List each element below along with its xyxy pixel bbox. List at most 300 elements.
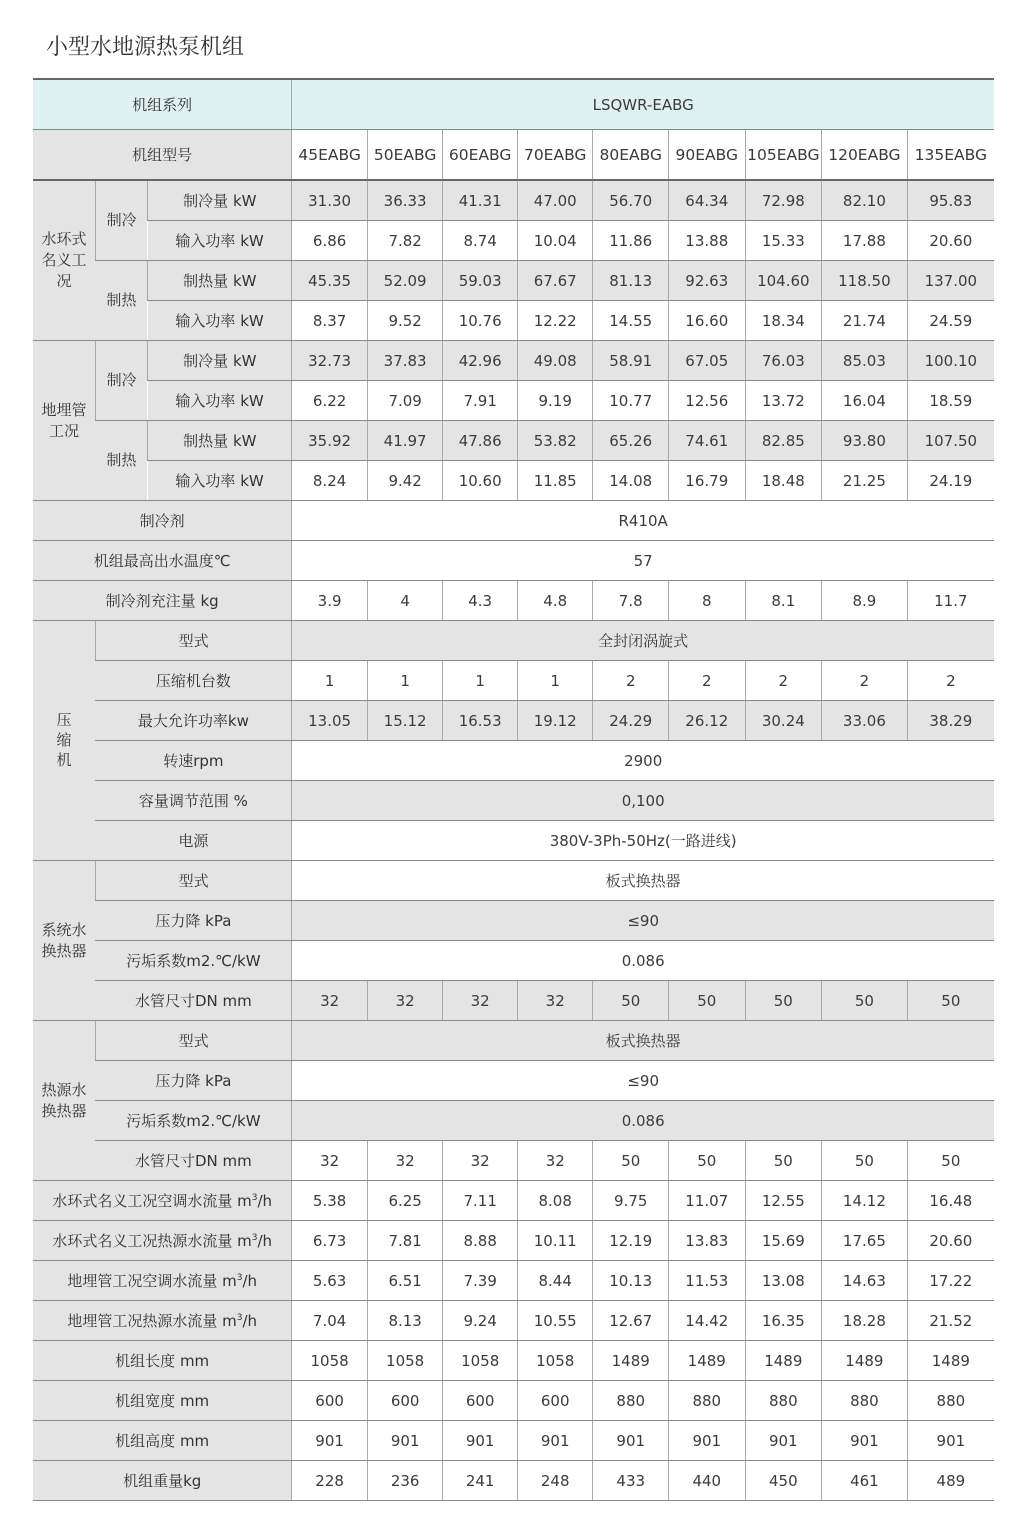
value-cell: 6.86 [292, 221, 368, 261]
value-cell: 32 [517, 981, 593, 1021]
row-label: 制热量 kW [148, 261, 292, 301]
value-cell: 1489 [593, 1341, 669, 1381]
value-cell: 11.85 [517, 461, 593, 501]
row-label: 型式 [95, 621, 291, 661]
row-label: 输入功率 kW [148, 461, 292, 501]
value-cell: 137.00 [907, 261, 994, 301]
value-cell: 7.04 [292, 1301, 368, 1341]
value-cell: 433 [593, 1461, 669, 1501]
value-cell: 16.53 [443, 701, 518, 741]
value-cell: 32.73 [292, 341, 368, 381]
row-shx-pipe [33, 981, 994, 1021]
value-cell: 12.22 [517, 301, 593, 341]
row-charge [33, 581, 994, 621]
value-cell: 82.10 [822, 180, 908, 221]
value-cell: 52.09 [367, 261, 443, 301]
sub-gl-heat: 制热 [95, 421, 147, 501]
value-cell: 1 [367, 661, 443, 701]
row-label: 转速rpm [95, 741, 291, 781]
row-label: 输入功率 kW [148, 381, 292, 421]
value-cell: 13.88 [669, 221, 746, 261]
value-cell: 19.12 [517, 701, 593, 741]
value-cell: 30.24 [745, 701, 822, 741]
value-cell: 7.91 [443, 381, 518, 421]
row-shx-drop [33, 901, 994, 941]
group-system-hx-label: 系统水换热器 [41, 920, 87, 960]
value-cell: 880 [907, 1381, 994, 1421]
value-cell: 32 [292, 981, 368, 1021]
value-cell: 1 [517, 661, 593, 701]
value-cell: 50 [907, 1141, 994, 1181]
value-cell: 600 [292, 1381, 368, 1421]
value-cell: 50 [745, 981, 822, 1021]
row-label: 输入功率 kW [148, 221, 292, 261]
merged-value: ≤90 [292, 901, 994, 941]
value-cell: 13.08 [745, 1261, 822, 1301]
value-cell: 4.3 [443, 581, 518, 621]
value-cell: 11.86 [593, 221, 669, 261]
row-comp-type [33, 621, 994, 661]
value-cell: 67.05 [669, 341, 746, 381]
row-label: 压力降 kPa [95, 1061, 291, 1101]
value-cell: 21.25 [822, 461, 908, 501]
value-cell: 32 [443, 981, 518, 1021]
value-cell: 6.22 [292, 381, 368, 421]
spec-table [33, 78, 994, 1501]
merged-value: 板式换热器 [292, 861, 994, 901]
row-label: 制热量 kW [148, 421, 292, 461]
value-cell: 37.83 [367, 341, 443, 381]
value-cell: 50 [822, 981, 908, 1021]
value-cell: 236 [367, 1461, 443, 1501]
value-cell: 50 [907, 981, 994, 1021]
value-cell: 241 [443, 1461, 518, 1501]
value-cell: 11.07 [669, 1181, 746, 1221]
value-cell: 880 [822, 1381, 908, 1421]
value-cell: 901 [745, 1421, 822, 1461]
unit-suffix: /h [257, 1191, 273, 1210]
value-cell: 16.60 [669, 301, 746, 341]
value-cell: 1489 [907, 1341, 994, 1381]
value-cell: 81.13 [593, 261, 669, 301]
value-cell: 10.11 [517, 1221, 593, 1261]
value-cell: 100.10 [907, 341, 994, 381]
model-cell: 70EABG [517, 130, 593, 181]
value-cell: 50 [669, 1141, 746, 1181]
merged-value: ≤90 [292, 1061, 994, 1101]
value-cell: 489 [907, 1461, 994, 1501]
row-label: 机组最高出水温度℃ [33, 541, 292, 581]
row-max-temp [33, 541, 994, 581]
row-label: 制冷剂充注量 kg [33, 581, 292, 621]
value-cell: 21.52 [907, 1301, 994, 1341]
value-cell: 10.76 [443, 301, 518, 341]
sub-gl-cool: 制冷 [95, 341, 147, 421]
value-cell: 248 [517, 1461, 593, 1501]
value-cell: 20.60 [907, 221, 994, 261]
value-cell: 8.44 [517, 1261, 593, 1301]
value-cell: 228 [292, 1461, 368, 1501]
sub-wl-cool: 制冷 [95, 180, 147, 261]
value-cell: 11.53 [669, 1261, 746, 1301]
value-cell: 74.61 [669, 421, 746, 461]
row-gl-heat-cap [33, 421, 994, 461]
value-cell: 461 [822, 1461, 908, 1501]
value-cell: 2 [745, 661, 822, 701]
model-cell: 80EABG [593, 130, 669, 181]
page-title: 小型水地源热泵机组 [46, 35, 245, 60]
row-comp-capacity [33, 781, 994, 821]
model-cell: 135EABG [907, 130, 994, 181]
row-wl-cool-pow [33, 221, 994, 261]
model-cell: 45EABG [292, 130, 368, 181]
row-wl-heat-pow [33, 301, 994, 341]
unit-suffix: /h [257, 1231, 273, 1250]
value-cell: 56.70 [593, 180, 669, 221]
value-cell: 901 [593, 1421, 669, 1461]
row-label: 压缩机台数 [95, 661, 291, 701]
sub-wl-heat: 制热 [95, 261, 147, 341]
row-label: 电源 [95, 821, 291, 861]
row-shx-type [33, 861, 994, 901]
group-system-hx [33, 861, 95, 1021]
value-cell: 31.30 [292, 180, 368, 221]
series-value: LSQWR-EABG [292, 79, 994, 130]
value-cell: 20.60 [907, 1221, 994, 1261]
row-label: 水管尺寸DN mm [95, 1141, 291, 1181]
value-cell: 10.04 [517, 221, 593, 261]
row-label: 最大允许功率kw [95, 701, 291, 741]
row-label: 容量调节范围 % [95, 781, 291, 821]
row-label [33, 1261, 292, 1301]
value-cell: 92.63 [669, 261, 746, 301]
value-cell: 76.03 [745, 341, 822, 381]
value-cell: 72.98 [745, 180, 822, 221]
value-cell: 49.08 [517, 341, 593, 381]
value-cell: 450 [745, 1461, 822, 1501]
row-label-text: 地埋管工况热源水流量 m [67, 1311, 237, 1330]
row-width [33, 1381, 994, 1421]
group-water-loop-label: 水环式名义工况 [41, 230, 87, 290]
value-cell: 14.63 [822, 1261, 908, 1301]
row-label [33, 1181, 292, 1221]
value-cell: 440 [669, 1461, 746, 1501]
value-cell: 880 [593, 1381, 669, 1421]
value-cell: 32 [517, 1141, 593, 1181]
value-cell: 33.06 [822, 701, 908, 741]
value-cell: 600 [517, 1381, 593, 1421]
row-label: 水管尺寸DN mm [95, 981, 291, 1021]
row-comp-count [33, 661, 994, 701]
merged-value: 2900 [292, 741, 994, 781]
value-cell: 7.81 [367, 1221, 443, 1261]
row-wl-heat-cap [33, 261, 994, 301]
value-cell: 8.08 [517, 1181, 593, 1221]
merged-value: 0,100 [292, 781, 994, 821]
row-label: 型式 [95, 1021, 291, 1061]
value-cell: 8 [669, 581, 746, 621]
row-label: 制冷剂 [33, 501, 292, 541]
value-cell: 6.73 [292, 1221, 368, 1261]
value-cell: 41.31 [443, 180, 518, 221]
value-cell: 14.08 [593, 461, 669, 501]
row-comp-maxpow [33, 701, 994, 741]
row-label: 制冷量 kW [148, 180, 292, 221]
value-cell: 1058 [367, 1341, 443, 1381]
row-comp-speed [33, 741, 994, 781]
row-weight [33, 1461, 994, 1501]
unit-sup: 3 [236, 1312, 243, 1323]
value-cell: 53.82 [517, 421, 593, 461]
value-cell: 26.12 [669, 701, 746, 741]
value-cell: 901 [443, 1421, 518, 1461]
value-cell: 9.42 [367, 461, 443, 501]
value-cell: 65.26 [593, 421, 669, 461]
value-cell: 17.22 [907, 1261, 994, 1301]
value-cell: 600 [367, 1381, 443, 1421]
row-comp-power [33, 821, 994, 861]
value-cell: 104.60 [745, 261, 822, 301]
value-cell: 6.25 [367, 1181, 443, 1221]
value-cell: 1489 [745, 1341, 822, 1381]
value-cell: 21.74 [822, 301, 908, 341]
merged-value: 380V-3Ph-50Hz(一路进线) [292, 821, 994, 861]
value-cell: 12.19 [593, 1221, 669, 1261]
value-cell: 2 [907, 661, 994, 701]
merged-value: 板式换热器 [292, 1021, 994, 1061]
value-cell: 17.88 [822, 221, 908, 261]
row-gl-heat-pow [33, 461, 994, 501]
value-cell: 38.29 [907, 701, 994, 741]
unit-sup: 3 [251, 1192, 258, 1203]
value-cell: 9.24 [443, 1301, 518, 1341]
row-label-text: 水环式名义工况热源水流量 m [52, 1231, 252, 1250]
value-cell: 1058 [292, 1341, 368, 1381]
row-label: 机组长度 mm [33, 1341, 292, 1381]
value-cell: 118.50 [822, 261, 908, 301]
value-cell: 24.19 [907, 461, 994, 501]
value-cell: 47.00 [517, 180, 593, 221]
value-cell: 50 [669, 981, 746, 1021]
value-cell: 11.7 [907, 581, 994, 621]
model-cell: 60EABG [443, 130, 518, 181]
merged-value: 0.086 [292, 941, 994, 981]
value-cell: 12.67 [593, 1301, 669, 1341]
unit-sup: 3 [251, 1232, 258, 1243]
merged-value: R410A [292, 501, 994, 541]
value-cell: 2 [669, 661, 746, 701]
value-cell: 32 [443, 1141, 518, 1181]
value-cell: 18.34 [745, 301, 822, 341]
value-cell: 47.86 [443, 421, 518, 461]
value-cell: 14.55 [593, 301, 669, 341]
value-cell: 45.35 [292, 261, 368, 301]
value-cell: 10.13 [593, 1261, 669, 1301]
value-cell: 15.33 [745, 221, 822, 261]
value-cell: 93.80 [822, 421, 908, 461]
value-cell: 9.75 [593, 1181, 669, 1221]
value-cell: 1058 [517, 1341, 593, 1381]
value-cell: 50 [745, 1141, 822, 1181]
value-cell: 7.09 [367, 381, 443, 421]
merged-value: 0.086 [292, 1101, 994, 1141]
value-cell: 50 [593, 1141, 669, 1181]
group-source-hx-label: 热源水换热器 [41, 1080, 87, 1120]
value-cell: 10.77 [593, 381, 669, 421]
row-gl-cool-cap [33, 341, 994, 381]
merged-value: 全封闭涡旋式 [292, 621, 994, 661]
value-cell: 8.1 [745, 581, 822, 621]
row-label [33, 1301, 292, 1341]
value-cell: 16.35 [745, 1301, 822, 1341]
value-cell: 32 [367, 1141, 443, 1181]
value-cell: 1 [292, 661, 368, 701]
unit-suffix: /h [242, 1271, 258, 1290]
row-flow-wl-src [33, 1221, 994, 1261]
row-models [33, 130, 994, 181]
row-label: 机组高度 mm [33, 1421, 292, 1461]
row-label-text: 水环式名义工况空调水流量 m [52, 1191, 252, 1210]
value-cell: 901 [367, 1421, 443, 1461]
value-cell: 32 [367, 981, 443, 1021]
value-cell: 58.91 [593, 341, 669, 381]
value-cell: 13.72 [745, 381, 822, 421]
value-cell: 5.63 [292, 1261, 368, 1301]
value-cell: 4 [367, 581, 443, 621]
group-source-hx [33, 1021, 95, 1181]
value-cell: 17.65 [822, 1221, 908, 1261]
value-cell: 15.69 [745, 1221, 822, 1261]
row-gl-cool-pow [33, 381, 994, 421]
value-cell: 4.8 [517, 581, 593, 621]
value-cell: 8.74 [443, 221, 518, 261]
value-cell: 16.04 [822, 381, 908, 421]
value-cell: 41.97 [367, 421, 443, 461]
row-rhx-fouling [33, 1101, 994, 1141]
value-cell: 50 [822, 1141, 908, 1181]
value-cell: 85.03 [822, 341, 908, 381]
value-cell: 901 [669, 1421, 746, 1461]
value-cell: 107.50 [907, 421, 994, 461]
row-length [33, 1341, 994, 1381]
value-cell: 8.37 [292, 301, 368, 341]
row-label: 输入功率 kW [148, 301, 292, 341]
value-cell: 50 [593, 981, 669, 1021]
value-cell: 1489 [822, 1341, 908, 1381]
value-cell: 8.13 [367, 1301, 443, 1341]
model-label: 机组型号 [33, 130, 292, 181]
value-cell: 7.82 [367, 221, 443, 261]
model-cell: 105EABG [745, 130, 822, 181]
value-cell: 9.19 [517, 381, 593, 421]
group-water-loop [33, 180, 95, 341]
value-cell: 16.79 [669, 461, 746, 501]
value-cell: 67.67 [517, 261, 593, 301]
model-cell: 120EABG [822, 130, 908, 181]
row-label: 型式 [95, 861, 291, 901]
value-cell: 15.12 [367, 701, 443, 741]
value-cell: 5.38 [292, 1181, 368, 1221]
row-shx-fouling [33, 941, 994, 981]
value-cell: 18.59 [907, 381, 994, 421]
value-cell: 901 [292, 1421, 368, 1461]
value-cell: 64.34 [669, 180, 746, 221]
value-cell: 9.52 [367, 301, 443, 341]
row-rhx-type [33, 1021, 994, 1061]
value-cell: 42.96 [443, 341, 518, 381]
value-cell: 7.8 [593, 581, 669, 621]
value-cell: 7.39 [443, 1261, 518, 1301]
value-cell: 8.88 [443, 1221, 518, 1261]
row-height [33, 1421, 994, 1461]
merged-value: 57 [292, 541, 994, 581]
model-cell: 50EABG [367, 130, 443, 181]
unit-suffix: /h [242, 1311, 258, 1330]
value-cell: 901 [517, 1421, 593, 1461]
value-cell: 3.9 [292, 581, 368, 621]
value-cell: 8.24 [292, 461, 368, 501]
row-rhx-pipe [33, 1141, 994, 1181]
value-cell: 32 [292, 1141, 368, 1181]
value-cell: 880 [745, 1381, 822, 1421]
value-cell: 1058 [443, 1341, 518, 1381]
value-cell: 901 [822, 1421, 908, 1461]
value-cell: 12.56 [669, 381, 746, 421]
row-wl-cool-cap [33, 180, 994, 221]
value-cell: 82.85 [745, 421, 822, 461]
row-flow-gl-src [33, 1301, 994, 1341]
value-cell: 35.92 [292, 421, 368, 461]
value-cell: 10.60 [443, 461, 518, 501]
value-cell: 36.33 [367, 180, 443, 221]
value-cell: 1 [443, 661, 518, 701]
row-flow-gl-ac [33, 1261, 994, 1301]
row-label: 制冷量 kW [148, 341, 292, 381]
value-cell: 600 [443, 1381, 518, 1421]
value-cell: 13.83 [669, 1221, 746, 1261]
value-cell: 2 [593, 661, 669, 701]
value-cell: 18.28 [822, 1301, 908, 1341]
value-cell: 901 [907, 1421, 994, 1461]
row-rhx-drop [33, 1061, 994, 1101]
value-cell: 24.59 [907, 301, 994, 341]
value-cell: 24.29 [593, 701, 669, 741]
value-cell: 2 [822, 661, 908, 701]
group-ground-loop [33, 341, 95, 501]
row-label [33, 1221, 292, 1261]
row-label: 污垢系数m2.℃/kW [95, 941, 291, 981]
row-series [33, 79, 994, 130]
row-label: 机组重量kg [33, 1461, 292, 1501]
row-label: 压力降 kPa [95, 901, 291, 941]
value-cell: 59.03 [443, 261, 518, 301]
value-cell: 18.48 [745, 461, 822, 501]
row-refrigerant [33, 501, 994, 541]
value-cell: 10.55 [517, 1301, 593, 1341]
value-cell: 6.51 [367, 1261, 443, 1301]
row-label-text: 地埋管工况空调水流量 m [67, 1271, 237, 1290]
value-cell: 13.05 [292, 701, 368, 741]
row-flow-wl-ac [33, 1181, 994, 1221]
value-cell: 14.42 [669, 1301, 746, 1341]
group-ground-loop-label: 地埋管工况 [41, 400, 87, 440]
value-cell: 14.12 [822, 1181, 908, 1221]
value-cell: 12.55 [745, 1181, 822, 1221]
group-compressor-label: 压缩机 [56, 711, 72, 769]
unit-sup: 3 [236, 1272, 243, 1283]
group-compressor [33, 621, 95, 861]
series-label: 机组系列 [33, 79, 292, 130]
